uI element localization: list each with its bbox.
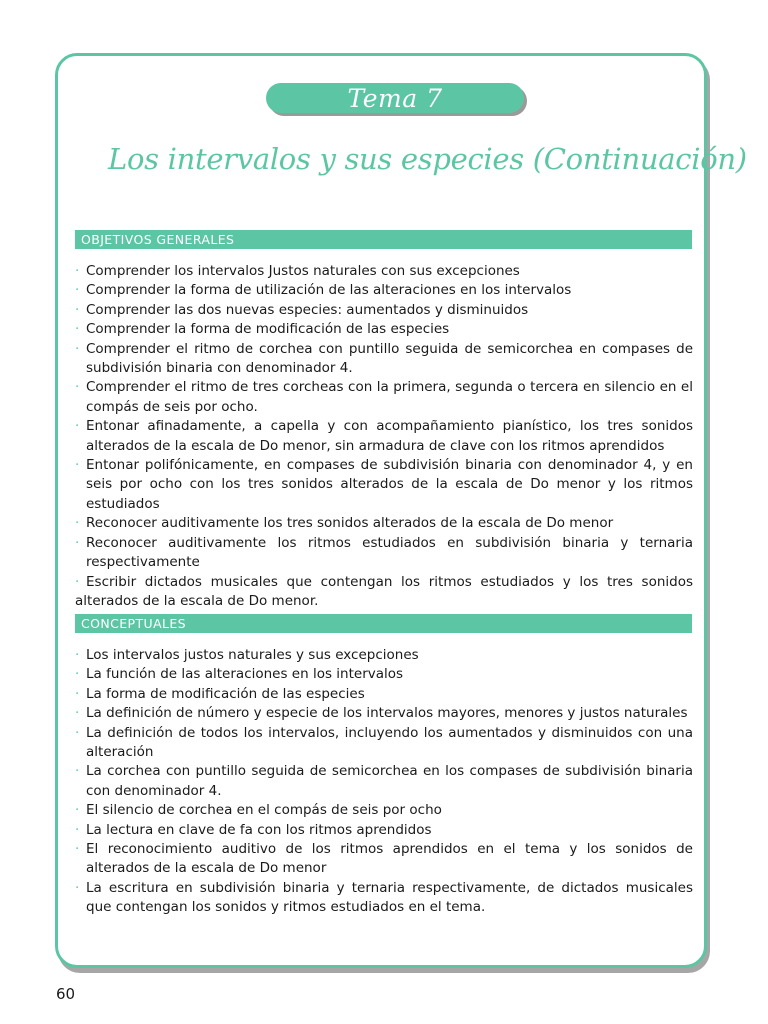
bullet-icon: ·: [75, 841, 80, 858]
list-item-text: El silencio de corchea en el compás de seis por ocho: [86, 802, 442, 819]
bullet-icon: ·: [75, 802, 80, 819]
list-item-text: Reconocer auditivamente los tres sonidos alterados de la escala de Do menor: [86, 515, 614, 532]
bullet-icon: ·: [75, 705, 80, 722]
list-item: [75, 685, 693, 704]
list-item-text: Comprender la forma de modificación de las especies: [86, 321, 450, 338]
objetivos-list: [75, 262, 693, 611]
list-item-text: Los intervalos justos naturales y sus excepciones: [86, 647, 419, 663]
list-item-text: La lectura en clave de fa con los ritmos aprendidos: [86, 821, 432, 838]
bullet-icon: ·: [75, 685, 80, 702]
list-item-text: Escribir dictados musicales que contengan los ritmos estudiados y los tres sonidos alterados de la escala de Do menor.: [75, 573, 693, 609]
bullet-icon: ·: [75, 763, 80, 780]
list-item-text: La forma de modificación de las especies: [86, 685, 365, 702]
list-item: [75, 301, 693, 320]
list-item-text: Comprender las dos nuevas especies: aumentados y disminuidos: [86, 301, 529, 318]
list-item: [75, 417, 693, 456]
bullet-icon: ·: [75, 534, 80, 551]
list-item-text: La función de las alteraciones en los intervalos: [86, 666, 404, 683]
list-item: [75, 456, 693, 514]
bullet-icon: ·: [75, 301, 80, 318]
bullet-icon: ·: [75, 821, 80, 838]
tema-badge: [266, 83, 524, 113]
section-heading-conceptuales: CONCEPTUALES: [75, 614, 692, 633]
list-item-text: El reconocimiento auditivo de los ritmos aprendidos en el tema y los sonidos de alterados de la escala de Do menor: [86, 841, 693, 877]
bullet-icon: ·: [75, 263, 80, 279]
bullet-icon: ·: [75, 666, 80, 683]
list-item-text: La corchea con puntillo seguida de semicorchea en los compases de subdivisión binaria con denominador 4.: [86, 763, 693, 799]
page-number: 60: [56, 985, 76, 1003]
list-item: [75, 879, 693, 918]
bullet-icon: ·: [75, 515, 80, 532]
list-item: [75, 724, 693, 763]
list-item: [75, 534, 693, 573]
list-item: [75, 762, 693, 801]
bullet-icon: ·: [75, 282, 80, 299]
list-item-text: La escritura en subdivisión binaria y ternaria respectivamente, de dictados musicales que contengan los sonidos y ritmos estudiados en el tema.: [86, 879, 693, 916]
list-item-text: Entonar afinadamente, a capella y con acompañamiento pianístico, los tres sonidos alterados de la escala de Do menor, sin armadura de clave con los ritmos aprendidos: [86, 418, 693, 454]
list-item: [75, 573, 693, 612]
section-heading-objetivos: OBJETIVOS GENERALES: [75, 230, 692, 249]
list-item: [75, 821, 693, 840]
list-item-text: Comprender la forma de utilización de las alteraciones en los intervalos: [86, 282, 572, 299]
bullet-icon: ·: [75, 457, 80, 474]
list-item: [75, 320, 693, 339]
list-item: [75, 378, 693, 417]
list-item-text: Comprender el ritmo de tres corcheas con la primera, segunda o tercera en silencio en el compás de seis por ocho.: [86, 379, 693, 415]
list-item: [75, 704, 693, 723]
bullet-icon: ·: [75, 321, 80, 338]
list-item: [75, 281, 693, 300]
tema-label: Tema 7: [347, 83, 443, 113]
list-item-text: Entonar polifónicamente, en compases de subdivisión binaria con denominador 4, y en seis por ocho con los tres sonidos alterados de la escala de Do menor y los ritmos estudiados: [86, 457, 693, 512]
bullet-icon: ·: [75, 724, 80, 741]
list-item: [75, 801, 693, 820]
list-item-text: Reconocer auditivamente los ritmos estudiados en subdivisión binaria y ternaria respectivamente: [86, 534, 693, 571]
list-item: [75, 840, 693, 879]
bullet-icon: ·: [75, 647, 80, 663]
list-item: [75, 262, 693, 281]
list-item-text: La definición de todos los intervalos, incluyendo los aumentados y disminuidos con una alteración: [86, 724, 693, 761]
list-item: [75, 665, 693, 684]
bullet-icon: ·: [75, 418, 80, 435]
page-title: Los intervalos y sus especies (Continuación): [108, 142, 747, 176]
conceptuales-list: [75, 646, 693, 918]
bullet-icon: ·: [75, 573, 80, 590]
bullet-icon: ·: [75, 879, 80, 896]
list-item: [75, 646, 693, 665]
list-item-text: Comprender los intervalos Justos naturales con sus excepciones: [86, 263, 520, 279]
list-item-text: Comprender el ritmo de corchea con puntillo seguida de semicorchea en compases de subdivisión binaria con denominador 4.: [86, 340, 693, 377]
list-item: [75, 340, 693, 379]
list-item: [75, 514, 693, 533]
bullet-icon: ·: [75, 340, 80, 357]
list-item-text: La definición de número y especie de los intervalos mayores, menores y justos naturales: [86, 705, 688, 722]
bullet-icon: ·: [75, 379, 80, 396]
